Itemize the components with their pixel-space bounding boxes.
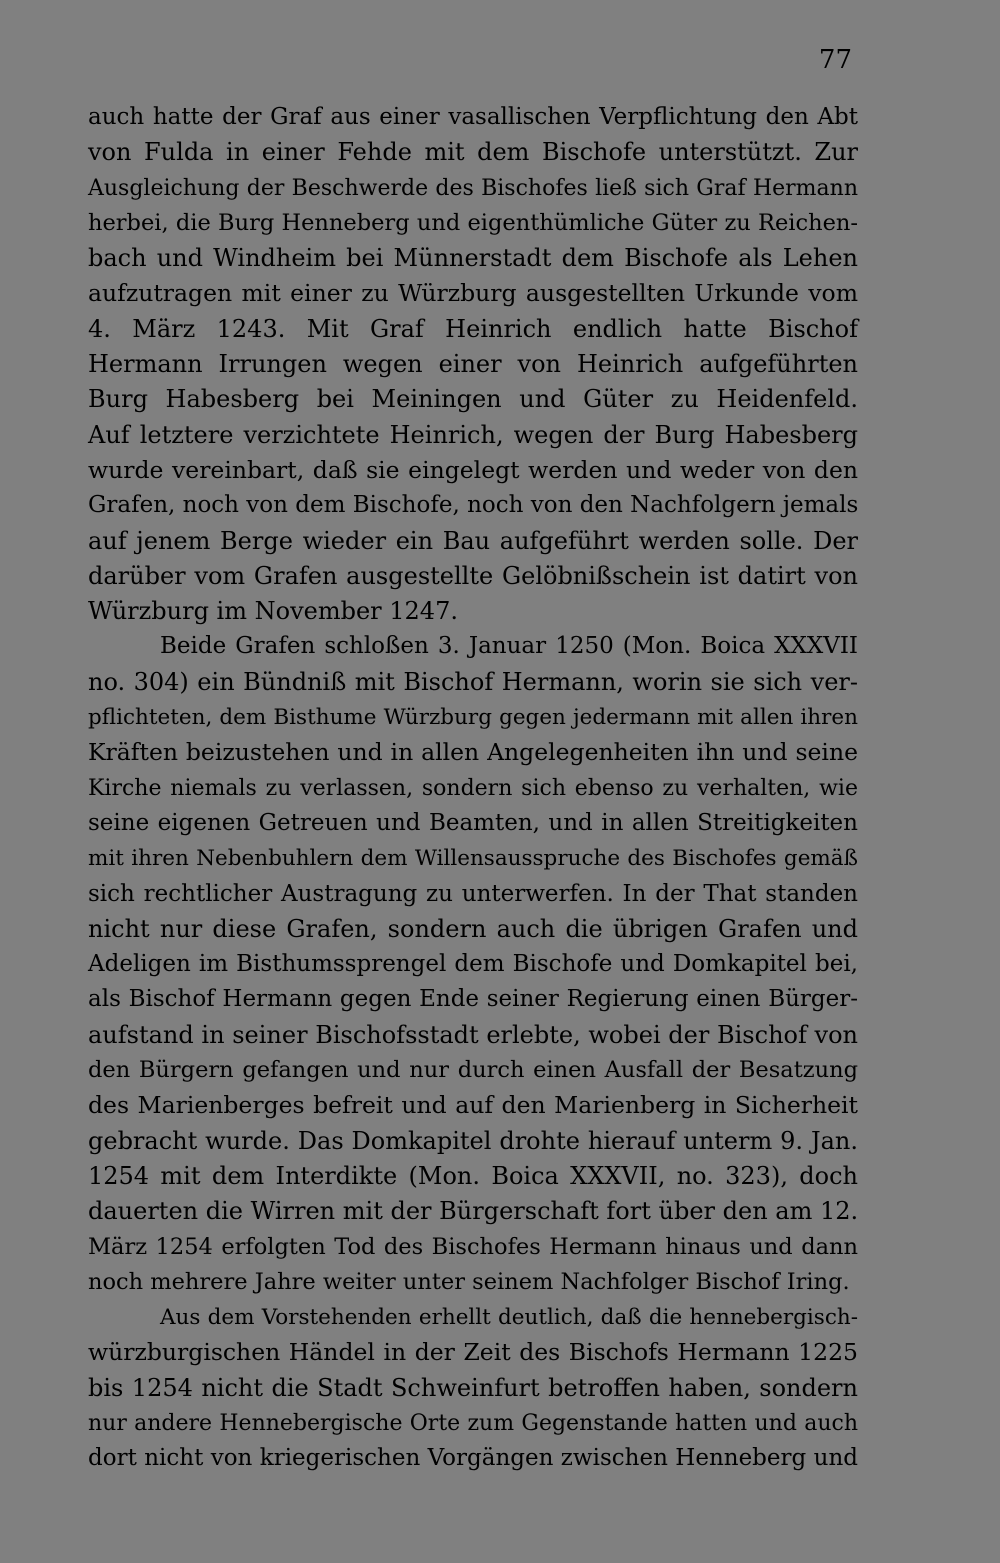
text-line: Kräften beizustehen und in allen Angelegenheiten ihn und seine [88, 738, 858, 767]
text-line: Ausgleichung der Beschwerde des Bischofes ließ sich Graf Hermann [88, 175, 858, 201]
body-text [88, 100, 858, 1477]
text-line: Hermann Irrungen wegen einer von Heinrich aufgeführten [88, 350, 858, 379]
text-line: den Bürgern gefangen und nur durch einen Ausfall der Besatzung [88, 1057, 858, 1084]
text-line: Burg Habesberg bei Meiningen und Güter zu Heidenfeld. [88, 385, 858, 414]
text-line: darüber vom Grafen ausgestellte Gelöbnißschein ist datirt von [88, 561, 858, 590]
text-line: dort nicht von kriegerischen Vorgängen zwischen Henneberg und [88, 1445, 858, 1472]
text-line: bach und Windheim bei Münnerstadt dem Bischofe als Lehen [88, 244, 858, 273]
text-line: aufstand in seiner Bischofsstadt erlebte, wobei der Bischof von [88, 1020, 858, 1049]
text-line: mit ihren Nebenbuhlern dem Willensausspruche des Bischofes gemäß [88, 846, 858, 872]
text-line: von Fulda in einer Fehde mit dem Bischofe unterstützt. Zur [88, 138, 858, 167]
paragraph [88, 629, 858, 1300]
text-line: 4. März 1243. Mit Graf Heinrich endlich hatte Bischof [88, 314, 858, 343]
text-line: gebracht wurde. Das Domkapitel drohte hierauf unterm 9. Jan. [88, 1126, 858, 1155]
text-line: auf jenem Berge wieder ein Bau aufgeführt werden solle. Der [88, 526, 858, 555]
text-line: noch mehrere Jahre weiter unter seinem Nachfolger Bischof Iring. [88, 1268, 850, 1295]
text-line: auch hatte der Graf aus einer vasallischen Verpflichtung den Abt [88, 104, 858, 130]
text-line: no. 304) ein Bündniß mit Bischof Hermann, worin sie sich ver- [88, 667, 858, 696]
text-line: Kirche niemals zu verlassen, sondern sich ebenso zu verhalten, wie [88, 775, 858, 801]
text-line: Adeligen im Bisthumssprengel dem Bischofe und Domkapitel bei, [88, 951, 858, 978]
text-line: sich rechtlicher Austragung zu unterwerfen. In der That standen [88, 880, 858, 907]
text-line: des Marienberges befreit und auf den Marienberg in Sicherheit [88, 1091, 858, 1120]
text-line: Grafen, noch von dem Bischofe, noch von den Nachfolgern jemals [88, 492, 859, 519]
page-number: 77 [818, 45, 852, 75]
text-line: bis 1254 nicht die Stadt Schweinfurt betroffen haben, sondern [88, 1373, 858, 1402]
text-line: nicht nur diese Grafen, sondern auch die übrigen Grafen und [88, 914, 858, 943]
text-line: würzburgischen Händel in der Zeit des Bischofs Hermann 1225 [88, 1338, 858, 1367]
paragraph [88, 1300, 858, 1476]
text-line: aufzutragen mit einer zu Würzburg ausgestellten Urkunde vom [88, 279, 858, 308]
text-line: dauerten die Wirren mit der Bürgerschaft fort über den am 12. [88, 1197, 859, 1226]
text-line: Auf letztere verzichtete Heinrich, wegen der Burg Habesberg [88, 420, 858, 449]
paragraph [88, 100, 858, 629]
text-line: Beide Grafen schloßen 3. Januar 1250 (Mon. Boica XXXVII [160, 633, 858, 660]
text-line: pflichteten, dem Bisthume Würzburg gegen jedermann mit allen ihren [88, 705, 858, 731]
text-line: seine eigenen Getreuen und Beamten, und in allen Streitigkeiten [88, 809, 858, 836]
text-line: Aus dem Vorstehenden erhellt deutlich, daß die hennebergisch- [160, 1305, 858, 1331]
text-line: wurde vereinbart, daß sie eingelegt werden und weder von den [88, 455, 858, 484]
text-line: März 1254 erfolgten Tod des Bischofes Hermann hinaus und dann [88, 1233, 858, 1260]
text-line: als Bischof Hermann gegen Ende seiner Regierung einen Bürger- [88, 986, 858, 1013]
text-line: Würzburg im November 1247. [88, 597, 458, 626]
text-line: nur andere Hennebergische Orte zum Gegenstande hatten und auch [88, 1410, 858, 1436]
text-line: herbei, die Burg Henneberg und eigenthümliche Güter zu Reichen- [88, 209, 858, 236]
text-line: 1254 mit dem Interdikte (Mon. Boica XXXVII, no. 323), doch [88, 1161, 858, 1190]
